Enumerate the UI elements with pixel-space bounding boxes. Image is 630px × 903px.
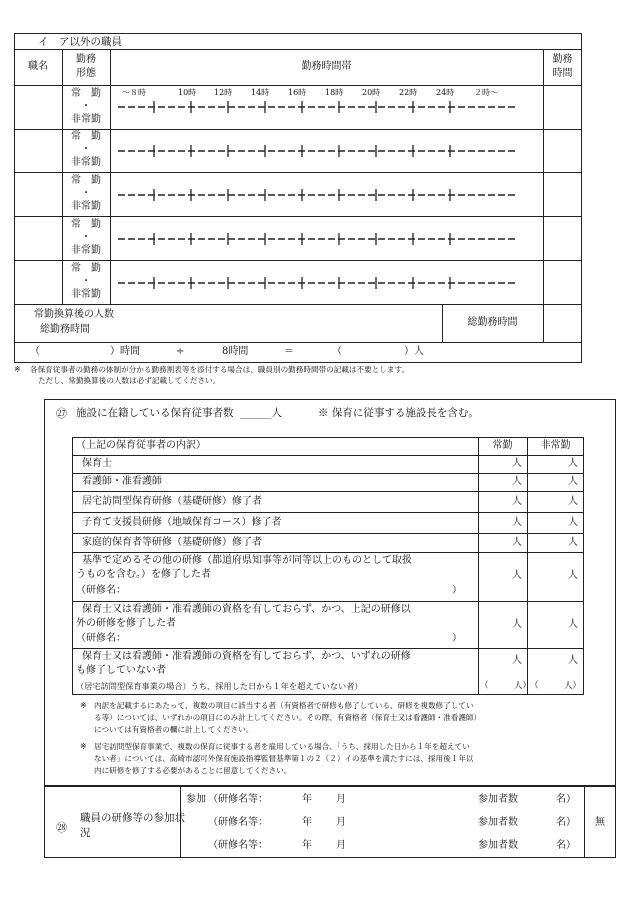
col-header-form-1: 勤務	[76, 54, 96, 65]
unit-part[interactable]: 人	[568, 537, 578, 548]
year-field[interactable]: 年	[302, 817, 312, 828]
note-1-line-1: 内訳を記載するにあたって、複数の項目に該当する者（有資格者で研修も修了している、研修を複数修了してい	[94, 701, 474, 710]
note-1-line-2: る等）については、いずれかの項目にのみ計上してください。その際、有資格者（保育士又は看護師・准看護師）	[94, 713, 482, 722]
row-untrained-1: 保育士又は看護師・准看護師の資格を有しておらず、かつ、いずれの研修	[82, 651, 411, 662]
paren-unit-part[interactable]: （ 人）	[530, 681, 582, 691]
col-header-hours-1: 勤務	[552, 54, 573, 65]
section-28-title-1: 職員の研修等の参加状	[80, 812, 185, 824]
unit-full[interactable]: 人	[512, 476, 522, 487]
unit-full[interactable]: 人	[512, 517, 522, 528]
month-field[interactable]: 月	[336, 817, 346, 828]
col-header-form-2: 形態	[76, 68, 96, 79]
row-unlicensed-trained-2: 外の研修を修了した者	[76, 618, 176, 629]
breakdown-header: （上記の保育従事者の内訳）	[76, 440, 206, 451]
none-option[interactable]: 無	[595, 817, 605, 828]
row-form-part: 非常勤	[71, 201, 101, 212]
unit-full[interactable]: 人	[512, 570, 522, 581]
unit-part[interactable]: 人	[568, 570, 578, 581]
training-name-label[interactable]: （研修名：	[76, 585, 126, 596]
col-header-name: 職名	[28, 61, 48, 72]
hour-label: 24時	[436, 88, 455, 97]
row-other-training-2: うものを含む。）を修了した者	[76, 569, 211, 580]
unit-part[interactable]: 人	[568, 655, 578, 666]
unit-full[interactable]: 人	[512, 655, 522, 666]
note-2-line-1: 居宅訪問型保育事業で、複数の保育に従事する者を雇用している場合、「うち、採用した日から１年を超えてい	[94, 742, 470, 751]
training-name-field[interactable]: （研修名等：	[208, 817, 268, 828]
col-header-hours-2: 時間	[552, 68, 573, 79]
time-bar[interactable]	[118, 277, 518, 289]
row-untrained-2: も修了していない者	[76, 665, 166, 676]
col-header-band: 勤務時間帯	[301, 61, 352, 72]
hour-label: ２時〜	[474, 88, 498, 97]
row-form-part: 非常勤	[71, 114, 101, 125]
row-form-dot: ・	[81, 144, 91, 155]
unit-full[interactable]: 人	[512, 537, 522, 548]
row-form-dot: ・	[81, 232, 91, 243]
hour-label: 22時	[399, 88, 418, 97]
hour-label: 18時	[325, 88, 344, 97]
row-form-full: 常 勤	[71, 263, 101, 274]
hour-label: 16時	[288, 88, 307, 97]
month-field[interactable]: 月	[336, 840, 346, 851]
participant-count-unit[interactable]: 名）	[556, 840, 576, 851]
formula-divide: ÷	[176, 346, 185, 357]
note-2-line-3: 内に研修を修了する必要があることに留意してください。	[94, 766, 292, 775]
staff-count-input[interactable]: ______人	[240, 407, 282, 419]
row-other-training-1: 基準で定めるその他の研修（都道府県知事等が同等以上のものとして取扱	[82, 555, 412, 566]
hour-label: 20時	[362, 88, 381, 97]
formula-open-2: （	[332, 346, 342, 357]
row-form-dot: ・	[81, 188, 91, 199]
unit-part[interactable]: 人	[568, 476, 578, 487]
unit-part[interactable]: 人	[568, 517, 578, 528]
row-label: 子育て支援員研修（地域保育コース）修了者	[82, 517, 282, 528]
hour-label: 12時	[214, 88, 233, 97]
row-label: 保育士	[82, 458, 112, 469]
time-bar[interactable]	[118, 101, 518, 113]
row-form-part: 非常勤	[71, 289, 101, 300]
note-mark: ※	[14, 365, 21, 374]
year-field[interactable]: 年	[302, 794, 312, 805]
row-form-dot: ・	[81, 276, 91, 287]
note-2-line-2: ない者」については、高崎市認可外保育施設指導監督基準第１の２（２）イの基準を満たすには、採用後１年以	[94, 754, 474, 763]
fte-label: 常勤換算後の人数	[34, 309, 114, 320]
row-form-full: 常 勤	[71, 131, 101, 142]
training-name-close: ）	[452, 585, 462, 596]
participant-count-label: 参加者数	[478, 794, 518, 805]
unit-part[interactable]: 人	[568, 496, 578, 507]
row-form-full: 常 勤	[71, 219, 101, 230]
note-mark: ※	[80, 701, 87, 710]
time-bar[interactable]	[118, 189, 518, 201]
hour-label: 〜８時	[122, 88, 146, 97]
year-field[interactable]: 年	[302, 840, 312, 851]
col-full-time: 常勤	[492, 440, 513, 451]
unit-full[interactable]: 人	[512, 619, 522, 630]
formula-8hours: 8時間	[222, 346, 249, 357]
unit-part[interactable]: 人	[568, 458, 578, 469]
note-line-2: ただし、常勤換算後の人数は必ず記載してください。	[38, 376, 221, 385]
formula-hours[interactable]: ）時間	[110, 346, 140, 357]
note-mark: ※	[80, 742, 87, 751]
training-name-field[interactable]: （研修名等：	[208, 840, 268, 851]
participant-count-label: 参加者数	[478, 817, 518, 828]
participant-count-label: 参加者数	[478, 840, 518, 851]
formula-equals: ＝	[284, 346, 294, 357]
col-part-time: 非常勤	[540, 440, 571, 451]
section-27-title: 施設に在籍している保育従事者数	[76, 407, 234, 419]
participant-count-unit[interactable]: 名）	[556, 817, 576, 828]
hour-label: 14時	[251, 88, 270, 97]
row-form-full: 常 勤	[71, 88, 101, 99]
training-name-field[interactable]: （研修名等：	[208, 794, 268, 805]
formula-persons[interactable]: ）人	[404, 346, 424, 357]
section-28-title-2: 況	[80, 827, 91, 839]
fte-total-label: 総勤務時間	[40, 324, 90, 335]
row-label: 居宅訪問型保育研修（基礎研修）修了者	[82, 496, 262, 507]
month-field[interactable]: 月	[336, 794, 346, 805]
section-27-number: ㉗	[56, 407, 67, 420]
row-untrained-sub: （居宅訪問型保育事業の場合）うち、採用した日から１年を超えていない者）	[76, 681, 363, 691]
formula-open-1: （	[30, 346, 40, 357]
training-name-label[interactable]: （研修名：	[76, 633, 126, 644]
section-28-number: ㉘	[56, 821, 67, 834]
row-unlicensed-trained-1: 保育士又は看護師・准看護師の資格を有しておらず、かつ、上記の研修以	[82, 604, 411, 615]
unit-full[interactable]: 人	[512, 496, 522, 507]
row-form-part: 非常勤	[71, 245, 101, 256]
time-bar[interactable]	[118, 233, 518, 245]
unit-part[interactable]: 人	[568, 619, 578, 630]
training-name-close: ）	[452, 633, 462, 644]
unit-full[interactable]: 人	[512, 458, 522, 469]
total-hours-label: 総勤務時間	[467, 317, 518, 328]
row-label: 看護師・准看護師	[82, 476, 162, 487]
participant-count-unit[interactable]: 名）	[556, 794, 576, 805]
row-form-dot: ・	[81, 101, 91, 112]
time-bar[interactable]	[118, 145, 518, 157]
section-header: イ ア以外の職員	[38, 36, 122, 48]
hour-label: 10時	[178, 88, 197, 97]
row-label: 家庭的保育者等研修（基礎研修）修了者	[82, 537, 262, 548]
attend-label[interactable]: 参加	[186, 794, 206, 805]
paren-unit-full[interactable]: （ 人）	[480, 681, 532, 691]
section-27-note: ※ 保育に従事する施設長を含む。	[318, 407, 479, 419]
note-line-1: 各保育従事者の勤務の体制が分かる勤務割表等を添付する場合は、職員別の勤務時間帯の記載は不要とします。	[30, 365, 410, 374]
row-form-full: 常 勤	[71, 175, 101, 186]
note-1-line-3: については有資格者の欄に計上してください。	[94, 725, 254, 734]
row-form-part: 非常勤	[71, 157, 101, 168]
